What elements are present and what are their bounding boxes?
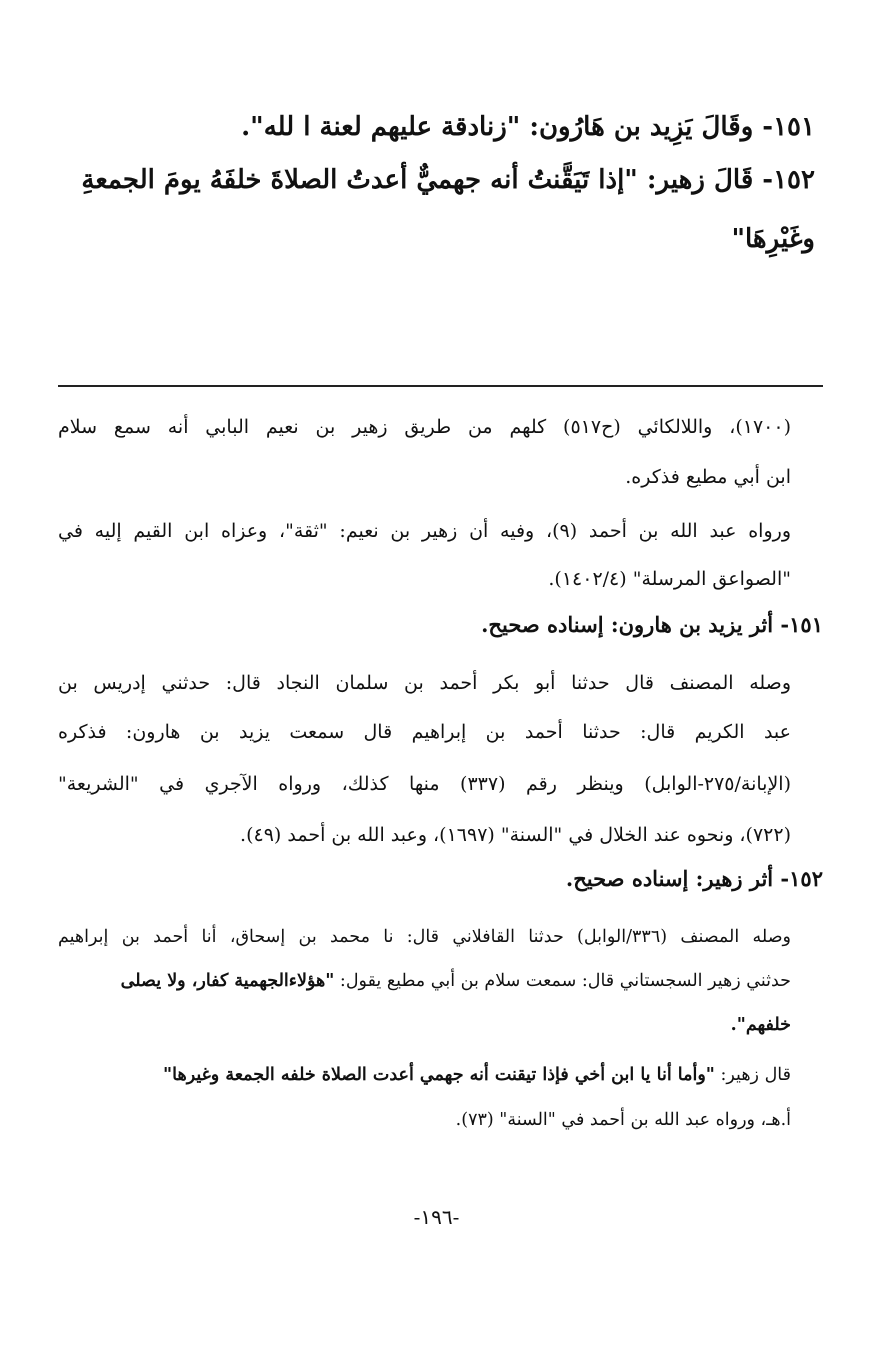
footnote-heading-152: ١٥٢- أثر زهير: إسناده صحيح. — [565, 866, 823, 891]
footnote-line: (١٧٠٠)، واللالكائي (ح٥١٧) كلهم من طريق زهير بن نعيم البابي أنه سمع سلام — [58, 416, 791, 438]
footnote-line: (الإبانة/٢٧٥-الوابل) وينظر رقم (٣٣٧) منها كذلك، ورواه الآجري في "الشريعة" — [58, 773, 791, 795]
footnote-text: قال زهير: — [714, 1065, 791, 1085]
footnote-line — [58, 966, 791, 996]
footnote-line — [58, 1060, 791, 1090]
main-text-line-152-continued: وغَيْرِهَا" — [731, 224, 815, 254]
footnote-line: ورواه عبد الله بن أحمد (٩)، وفيه أن زهير بن نعيم: "ثقة"، وعزاه ابن القيم إليه في — [58, 520, 791, 542]
footnote-line: ابن أبي مطيع فذكره. — [625, 466, 791, 488]
main-text-line-152: ١٥٢- قَالَ زهير: "إذا تَيَقَّنتُ أنه جهميٌّ أعدتُ الصلاةَ خلفَهُ يومَ الجمعةِ — [81, 165, 815, 195]
footnote-line: خلفهم". — [730, 1015, 791, 1035]
main-text-line-151: ١٥١- وقَالَ يَزِيد بن هَارُون: "زنادقة عليهم لعنة ا لله". — [241, 112, 815, 142]
footnote-text: حدثني زهير السجستاني قال: سمعت سلام بن أبي مطيع يقول: — [334, 971, 791, 991]
footnote-line: وصله المصنف قال حدثنا أبو بكر أحمد بن سلمان النجاد قال: حدثني إدريس بن — [58, 672, 791, 694]
footnote-divider — [58, 385, 823, 387]
quote-bold: "وأما أنا يا ابن أخي فإذا تيقنت أنه جهمي أعدت الصلاة خلفه الجمعة وغيرها" — [163, 1065, 715, 1085]
footnote-line: (٧٢٢)، ونحوه عند الخلال في "السنة" (١٦٩٧)، وعبد الله بن أحمد (٤٩). — [240, 824, 791, 846]
footnote-line: وصله المصنف (٣٣٦/الوابل) حدثنا القافلاني قال: نا محمد بن إسحاق، أنا أحمد بن إبراهيم — [58, 927, 792, 947]
footnote-line: أ.هـ، ورواه عبد الله بن أحمد في "السنة" (٧٣). — [455, 1110, 791, 1130]
footnote-line: عبد الكريم قال: حدثنا أحمد بن إبراهيم قال سمعت يزيد بن هارون: فذكره — [58, 721, 791, 743]
footnote-line: "الصواعق المرسلة" (١٤٠٢/٤). — [548, 568, 791, 590]
page-number: -١٩٦- — [413, 1205, 460, 1229]
footnote-heading-151: ١٥١- أثر يزيد بن هارون: إسناده صحيح. — [481, 612, 823, 637]
quote-bold: "هؤلاءالجهمية كفار، ولا يصلى — [120, 971, 335, 991]
